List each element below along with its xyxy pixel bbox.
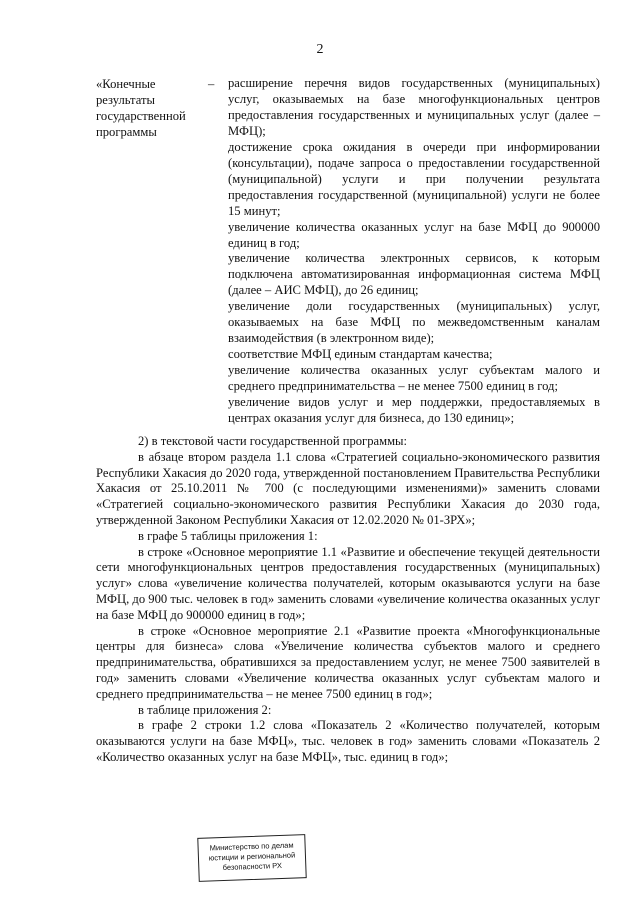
paragraph: в таблице приложения 2: — [138, 702, 272, 717]
result-item: соответствие МФЦ единым стандартам качества; — [228, 347, 493, 362]
result-item: увеличение количества электронных сервисов, к которым подключена автоматизированная информационная система МФЦ (далее – АИС МФЦ), до 26 единиц; — [228, 251, 600, 298]
paragraph: в абзаце втором раздела 1.1 слова «Стратегией социально-экономического развития Республики Хакасия до 2020 года, утвержденной постановлением Правительства Республики Хакасия от 25.10.2011 № 700 (с последующими изменениями)» заменить словами «Стратегией социально-экономического развития Республики Хакасия до 2030 года, утвержденной Законом Республики Хакасия от 12.02.2020 № 01-ЗРХ»; — [96, 449, 600, 527]
results-dash: – — [208, 77, 215, 91]
paragraph: в строке «Основное мероприятие 2.1 «Развитие проекта «Многофункциональные центры для бизнеса» слова «Увеличение количества субъектов малого и среднего предпринимательства, обратившихся за предоставлением услуг, не менее 7500 заявителей в год» заменить словами «Увеличение количества оказанных услуг субъектам малого и среднего предпринимательства – не менее 7500 единиц в год»; — [96, 623, 600, 701]
results-label: «Конечные результаты государственной программы — [96, 77, 186, 139]
result-item: увеличение количества оказанных услуг на базе МФЦ до 900000 единиц в год; — [228, 219, 600, 250]
paragraph: в графе 5 таблицы приложения 1: — [138, 528, 318, 543]
result-item: достижение срока ожидания в очереди при информировании (консультации), подаче запроса о предоставлении государственной (муниципальной) услуги и при получении результата предоставления государственной (муниципальной) услуги не более 15 минут; — [228, 139, 600, 218]
paragraph: в строке «Основное мероприятие 1.1 «Развитие и обеспечение текущей деятельности сети многофункциональных центров предоставления государственных (муниципальных) услуг» слова «увеличение количества получателей, которым оказываются услуги на базе МФЦ, до 900 тыс. человек в год» заменить словами «увеличение количества оказанных услуг на базе МФЦ до 900000 единиц в год»; — [96, 544, 600, 622]
stamp-line: юстиции и региональной — [208, 850, 296, 863]
result-item: увеличение видов услуг и мер поддержки, предоставляемых в центрах оказания услуг для бизнеса, до 130 единиц»; — [228, 395, 600, 426]
results-list — [228, 76, 600, 427]
page-number: 2 — [316, 42, 324, 57]
paragraph: в графе 2 строки 1.2 слова «Показатель 2 «Количество получателей, которым оказываются услуги на базе МФЦ», тыс. человек в год» заменить словами «Показатель 2 «Количество оказанных услуг на базе МФЦ», тыс. единиц в год»; — [96, 718, 600, 764]
stamp-line: безопасности РХ — [222, 860, 283, 873]
paragraph: 2) в текстовой части государственной программы: — [138, 434, 407, 448]
result-item: увеличение количества оказанных услуг субъектам малого и среднего предпринимательства – не менее 7500 единиц в год; — [228, 363, 600, 394]
result-item: увеличение доли государственных (муниципальных) услуг, оказываемых на базе МФЦ по межведомственным каналам взаимодействия (в электронном виде); — [228, 299, 600, 346]
ministry-stamp — [197, 834, 306, 882]
stamp-line: Министерство по делам — [209, 840, 294, 853]
result-item: расширение перечня видов государственных (муниципальных) услуг, оказываемых на базе многофункциональных центров предоставления государственных и муниципальных услуг (далее – МФЦ); — [228, 76, 600, 138]
body-text — [96, 434, 600, 766]
